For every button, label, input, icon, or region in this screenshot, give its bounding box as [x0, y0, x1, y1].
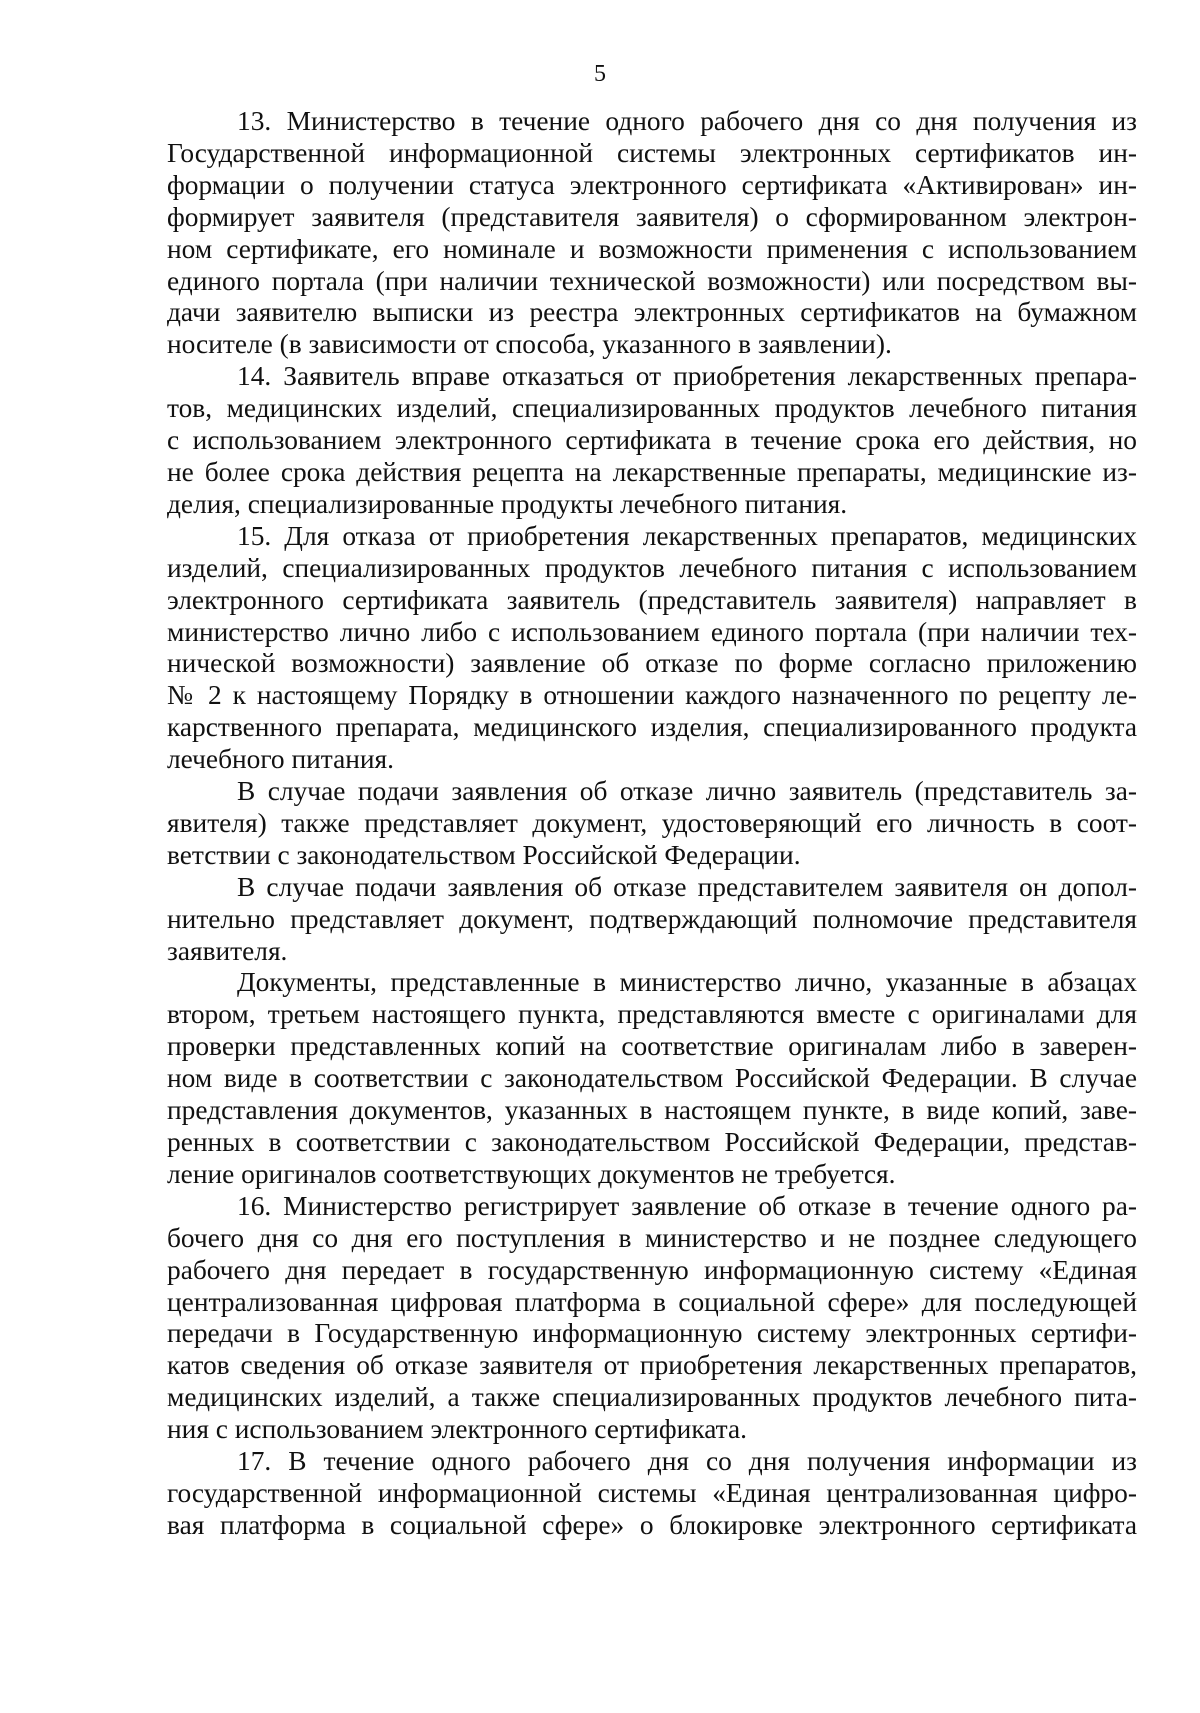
document-body [167, 106, 1137, 1542]
text-line: не более срока действия рецепта на лекарственные препараты, медицинские из- [167, 456, 1137, 487]
text-line: рабочего дня передает в государственную информационную систему «Единая [167, 1254, 1137, 1285]
text-line: представления документов, указанных в настоящем пункте, в виде копий, заве- [167, 1095, 1137, 1126]
text-line: бочего дня со дня его поступления в министерство и не позднее следующего [167, 1222, 1137, 1253]
text-line: ном виде в соответствии с законодательством Российской Федерации. В случае [167, 1063, 1137, 1094]
text-line: с использованием электронного сертификата в течение срока его действия, но [167, 425, 1137, 456]
text-line: централизованная цифровая платформа в социальной сфере» для последующей [167, 1286, 1137, 1317]
text-line: 15. Для отказа от приобретения лекарственных препаратов, медицинских [237, 520, 1137, 551]
text-line: 16. Министерство регистрирует заявление об отказе в течение одного ра- [237, 1190, 1137, 1221]
text-line: носителе (в зависимости от способа, указанного в заявлении). [167, 329, 892, 360]
text-line: ния с использованием электронного сертификата. [167, 1414, 747, 1445]
page-number: 5 [594, 61, 606, 87]
text-line: тов, медицинских изделий, специализированных продуктов лечебного питания [167, 393, 1137, 424]
paragraph-p15 [167, 521, 1137, 776]
text-line: ление оригиналов соответствующих документов не требуется. [167, 1158, 896, 1189]
text-line: 13. Министерство в течение одного рабочего дня со дня получения из [237, 106, 1137, 136]
paragraph-p15-4 [167, 967, 1137, 1190]
text-line: лечебного питания. [167, 744, 395, 775]
text-line: формации о получении статуса электронного сертификата «Активирован» ин- [167, 169, 1137, 200]
text-line: Документы, представленные в министерство лично, указанные в абзацах [237, 967, 1137, 998]
text-line: В случае подачи заявления об отказе представителем заявителя он допол- [237, 871, 1137, 902]
text-line: государственной информационной системы «Единая централизованная цифро- [167, 1477, 1137, 1508]
text-line: катов сведения об отказе заявителя от приобретения лекарственных препаратов, [167, 1350, 1137, 1381]
text-line: электронного сертификата заявитель (представитель заявителя) направляет в [167, 584, 1137, 615]
paragraph-p16 [167, 1191, 1137, 1446]
text-line: Государственной информационной системы электронных сертификатов ин- [167, 137, 1137, 168]
text-line: 14. Заявитель вправе отказаться от приобретения лекарственных препара- [237, 361, 1137, 392]
text-line: 17. В течение одного рабочего дня со дня получения информации из [237, 1446, 1137, 1477]
text-line: дачи заявителю выписки из реестра электронных сертификатов на бумажном [167, 297, 1137, 328]
text-line: нической возможности) заявление об отказе по форме согласно приложению [167, 648, 1137, 679]
text-line: изделий, специализированных продуктов лечебного питания с использованием [167, 552, 1137, 583]
text-line: В случае подачи заявления об отказе лично заявитель (представитель за- [237, 776, 1137, 807]
text-line: ветствии с законодательством Российской Федерации. [167, 839, 801, 870]
text-line: вая платформа в социальной сфере» о блокировке электронного сертификата [167, 1509, 1137, 1540]
text-line: явителя) также представляет документ, удостоверяющий его личность в соот- [167, 807, 1137, 838]
text-line: единого портала (при наличии технической возможности) или посредством вы- [167, 265, 1137, 296]
text-line: нительно представляет документ, подтверждающий полномочие представителя [167, 903, 1137, 934]
text-line: делия, специализированные продукты лечебного питания. [167, 488, 848, 519]
text-line: формирует заявителя (представителя заявителя) о сформированном электрон- [167, 201, 1137, 232]
text-line: № 2 к настоящему Порядку в отношении каждого назначенного по рецепту ле- [167, 680, 1137, 711]
text-line: медицинских изделий, а также специализированных продуктов лечебного пита- [167, 1382, 1137, 1413]
text-line: ном сертификате, его номинале и возможности применения с использованием [167, 233, 1137, 264]
paragraph-p15-2 [167, 776, 1137, 872]
text-line: заявителя. [167, 935, 288, 966]
paragraph-p15-3 [167, 872, 1137, 968]
text-line: передачи в Государственную информационную систему электронных сертифи- [167, 1318, 1137, 1349]
text-line: проверки представленных копий на соответствие оригиналам либо в заверен- [167, 1031, 1137, 1062]
paragraph-p17 [167, 1446, 1137, 1542]
paragraph-p14 [167, 361, 1137, 521]
text-line: втором, третьем настоящего пункта, представляются вместе с оригиналами для [167, 999, 1137, 1030]
text-line: ренных в соответствии с законодательством Российской Федерации, представ- [167, 1127, 1137, 1157]
paragraph-p13 [167, 106, 1137, 361]
text-line: министерство лично либо с использованием единого портала (при наличии тех- [167, 616, 1137, 647]
text-line: карственного препарата, медицинского изделия, специализированного продукта [167, 712, 1137, 743]
